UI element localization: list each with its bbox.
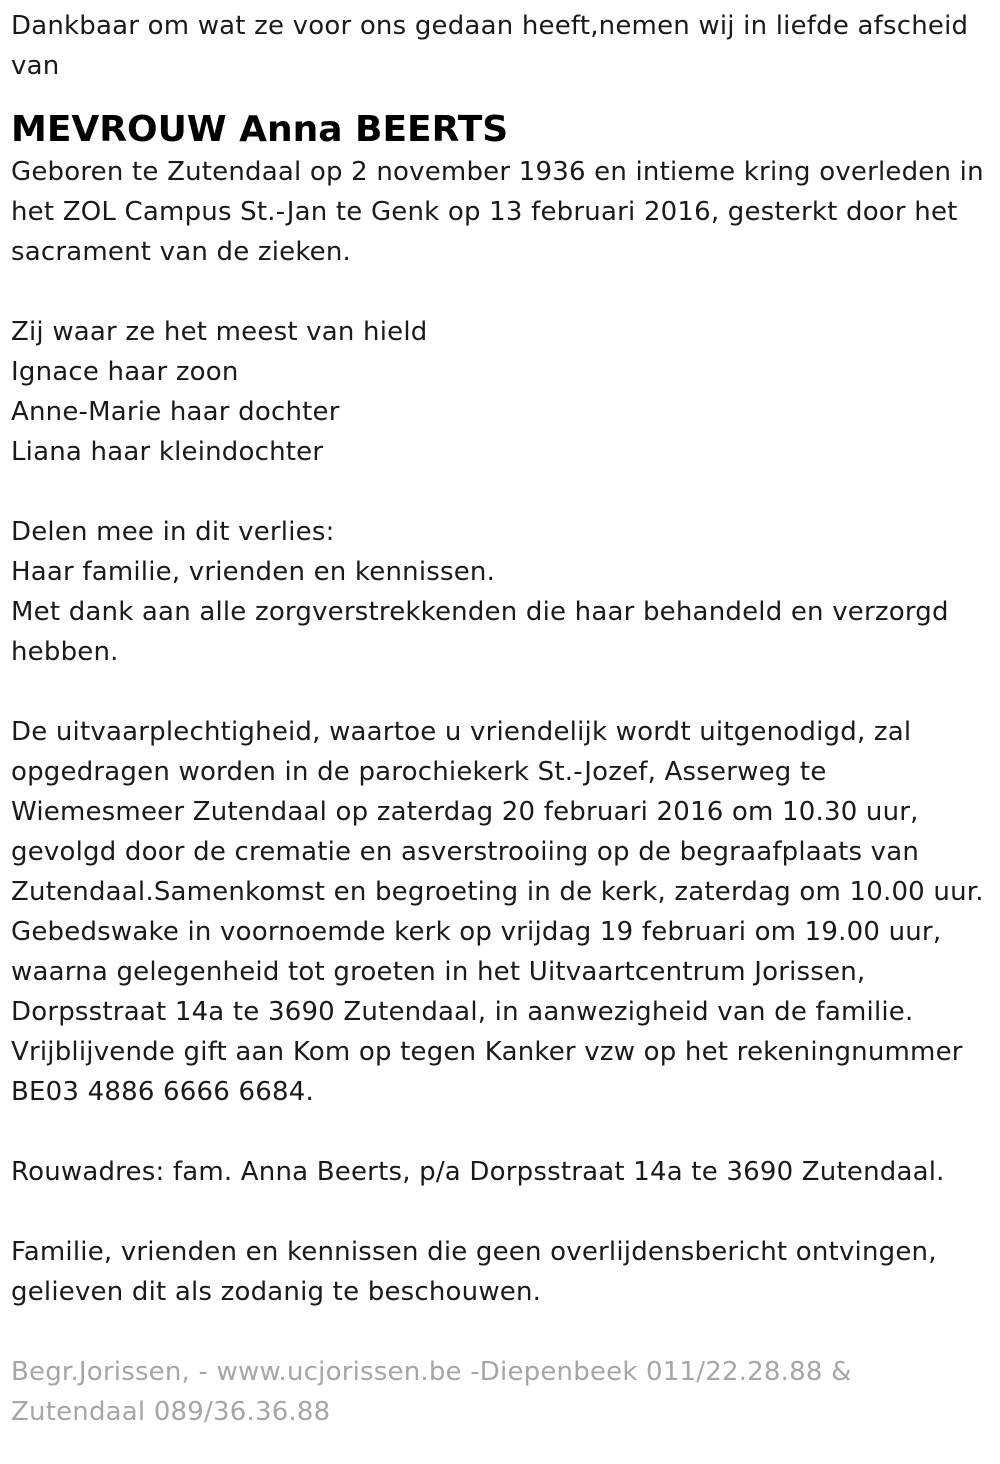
spacer [11,672,988,712]
sharing-heading: Delen mee in dit verlies: [11,517,335,547]
spacer [11,472,988,512]
loved-one-granddaughter: Liana haar kleindochter [11,437,324,467]
notice-text: Familie, vrienden en kennissen die geen overlijdensbericht ontvingen, gelieven dit als zodanig te beschouwen. [11,1237,937,1307]
funeral-director-footer: Begr.Jorissen, - www.ucjorissen.be -Diepenbeek 011/22.28.88 & Zutendaal 089/36.36.88 [11,1357,852,1427]
ceremony-text: De uitvaarplechtigheid, waartoe u vriendelijk wordt uitgenodigd, zal opgedragen worden in de parochiekerk St.-Jozef, Asserweg te Wiemesmeer Zutendaal op zaterdag 20 februari 2016 om 10.30 uur, gevolgd door de crematie en asverstrooiing op de begraafplaats van Zutendaal.Samenkomst en begroeting in de kerk, zaterdag om 10.00 uur. Gebedswake in voornoemde kerk op vrijdag 19 februari om 19.00 uur, waarna gelegenheid tot groeten in het Uitvaartcentrum Jorissen, Dorpsstraat 14a te 3690 Zutendaal, in aanwezigheid van de familie. Vrijblijvende gift aan Kom op tegen Kanker vzw op het rekeningnummer BE03 4886 6666 6684. [11,717,984,1107]
spacer [11,1192,988,1232]
deceased-name: MEVROUW Anna BEERTS [11,109,509,150]
loved-ones-list [11,312,988,472]
birth-death-text: Geboren te Zutendaal op 2 november 1936 en intieme kring overleden in het ZOL Campus St.-Jan te Genk op 13 februari 2016, gesterkt door het sacrament van de zieken. [11,157,984,267]
sharing-family: Haar familie, vrienden en kennissen. [11,557,496,587]
mourning-address: Rouwadres: fam. Anna Beerts, p/a Dorpsstraat 14a te 3690 Zutendaal. [11,1157,945,1187]
sharing-text [11,512,988,672]
loved-one-daughter: Anne-Marie haar dochter [11,397,340,427]
spacer [11,272,988,312]
spacer [11,1112,988,1152]
intro-text: Dankbaar om wat ze voor ons gedaan heeft,nemen wij in liefde afscheid van [11,11,969,81]
loved-ones-heading: Zij waar ze het meest van hield [11,317,428,347]
spacer [11,1312,988,1352]
sharing-thanks: Met dank aan alle zorgverstrekkenden die haar behandeld en verzorgd hebben. [11,597,949,667]
loved-one-son: Ignace haar zoon [11,357,239,387]
